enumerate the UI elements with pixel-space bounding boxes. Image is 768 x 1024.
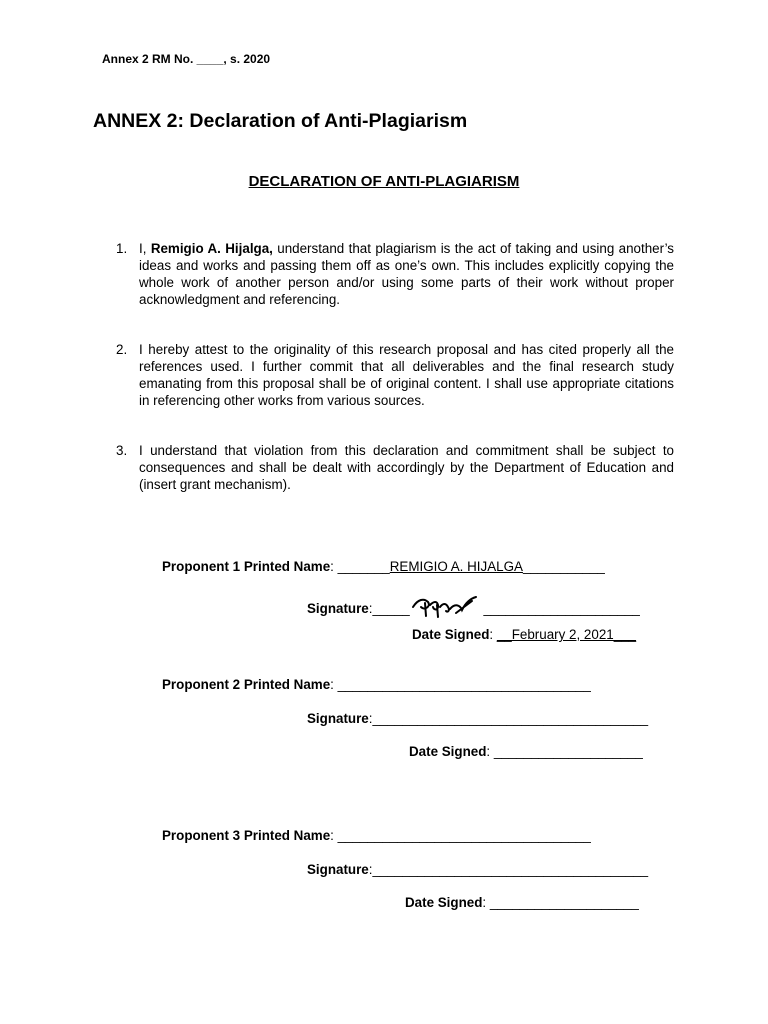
proponent-3-name-label: Proponent 3 Printed Name <box>162 828 331 843</box>
proponent-2-date-row <box>409 744 643 759</box>
proponent-2-signature-row <box>307 711 648 726</box>
name-blank-line: : __________________________________ <box>330 677 591 692</box>
header-reference: Annex 2 RM No. ____, s. 2020 <box>102 52 271 66</box>
proponent-1-date-label: Date Signed <box>412 627 490 642</box>
proponent-2-signature-label: Signature <box>307 711 369 726</box>
name-blank-line: : __________________________________ <box>330 828 591 843</box>
declaration-item-2 <box>116 341 674 409</box>
item-number: 2. <box>116 342 128 357</box>
proponent-3-date-label: Date Signed <box>405 895 483 910</box>
signature-line-suffix: _____________________ <box>479 601 640 616</box>
declaration-item-3 <box>116 442 674 493</box>
name-line-prefix: : _______ <box>330 559 390 574</box>
proponent-2-name-row <box>162 677 591 692</box>
item-text: understand that plagiarism is the act of taking and using another’s ideas and works and passing them off as one’s own. This includes explicitly copying the whole work of another person and/or using some parts of their work without proper acknowledgment and referencing. <box>139 241 674 307</box>
handwritten-signature <box>410 593 480 619</box>
date-blank-line: : ____________________ <box>486 744 643 759</box>
date-blank-line: : ____________________ <box>482 895 639 910</box>
proponent-3-signature-label: Signature <box>307 862 369 877</box>
proponent-3-date-row <box>405 895 639 910</box>
item-number: 3. <box>116 443 128 458</box>
signature-line-prefix: :_____ <box>368 601 410 616</box>
declaration-item-1 <box>116 240 674 308</box>
item-text: I hereby attest to the originality of this research proposal and has cited properly all the references used. I further commit that all deliverables and the final research study emanating from this proposal shall be of original content. I shall use appropriate citations in referencing other works from various sources. <box>139 342 674 408</box>
proponent-1-signature-label: Signature <box>307 601 369 616</box>
proponent-1-name-label: Proponent 1 Printed Name <box>162 559 331 574</box>
proponent-3-name-row <box>162 828 591 843</box>
item-text: I understand that violation from this declaration and commitment shall be subject to consequences and shall be dealt with accordingly by the Department of Education and (insert grant mechanism). <box>139 443 674 492</box>
annex-title: ANNEX 2: Declaration of Anti-Plagiarism <box>93 110 468 132</box>
signature-blank-line: :_____________________________________ <box>368 862 649 877</box>
signature-blank-line: :_____________________________________ <box>368 711 649 726</box>
proponent-1-name-value: REMIGIO A. HIJALGA <box>389 559 523 574</box>
proponent-1-name-row <box>162 559 605 574</box>
proponent-1-date-row <box>412 627 636 642</box>
date-line-prefix: : <box>489 627 497 642</box>
proponent-1-date-value: __February 2, 2021___ <box>496 627 637 642</box>
proponent-2-date-label: Date Signed <box>409 744 487 759</box>
proponent-2-name-label: Proponent 2 Printed Name <box>162 677 331 692</box>
declaration-list <box>116 240 674 493</box>
name-line-suffix: ___________ <box>522 559 605 574</box>
document-title: DECLARATION OF ANTI-PLAGIARISM <box>248 173 520 190</box>
item-number: 1. <box>116 241 128 256</box>
proponent-name-inline: Remigio A. Hijalga, <box>150 241 273 256</box>
proponent-3-signature-row <box>307 862 648 877</box>
proponent-1-signature-row <box>307 593 640 619</box>
item-prefix: I, <box>139 241 151 256</box>
